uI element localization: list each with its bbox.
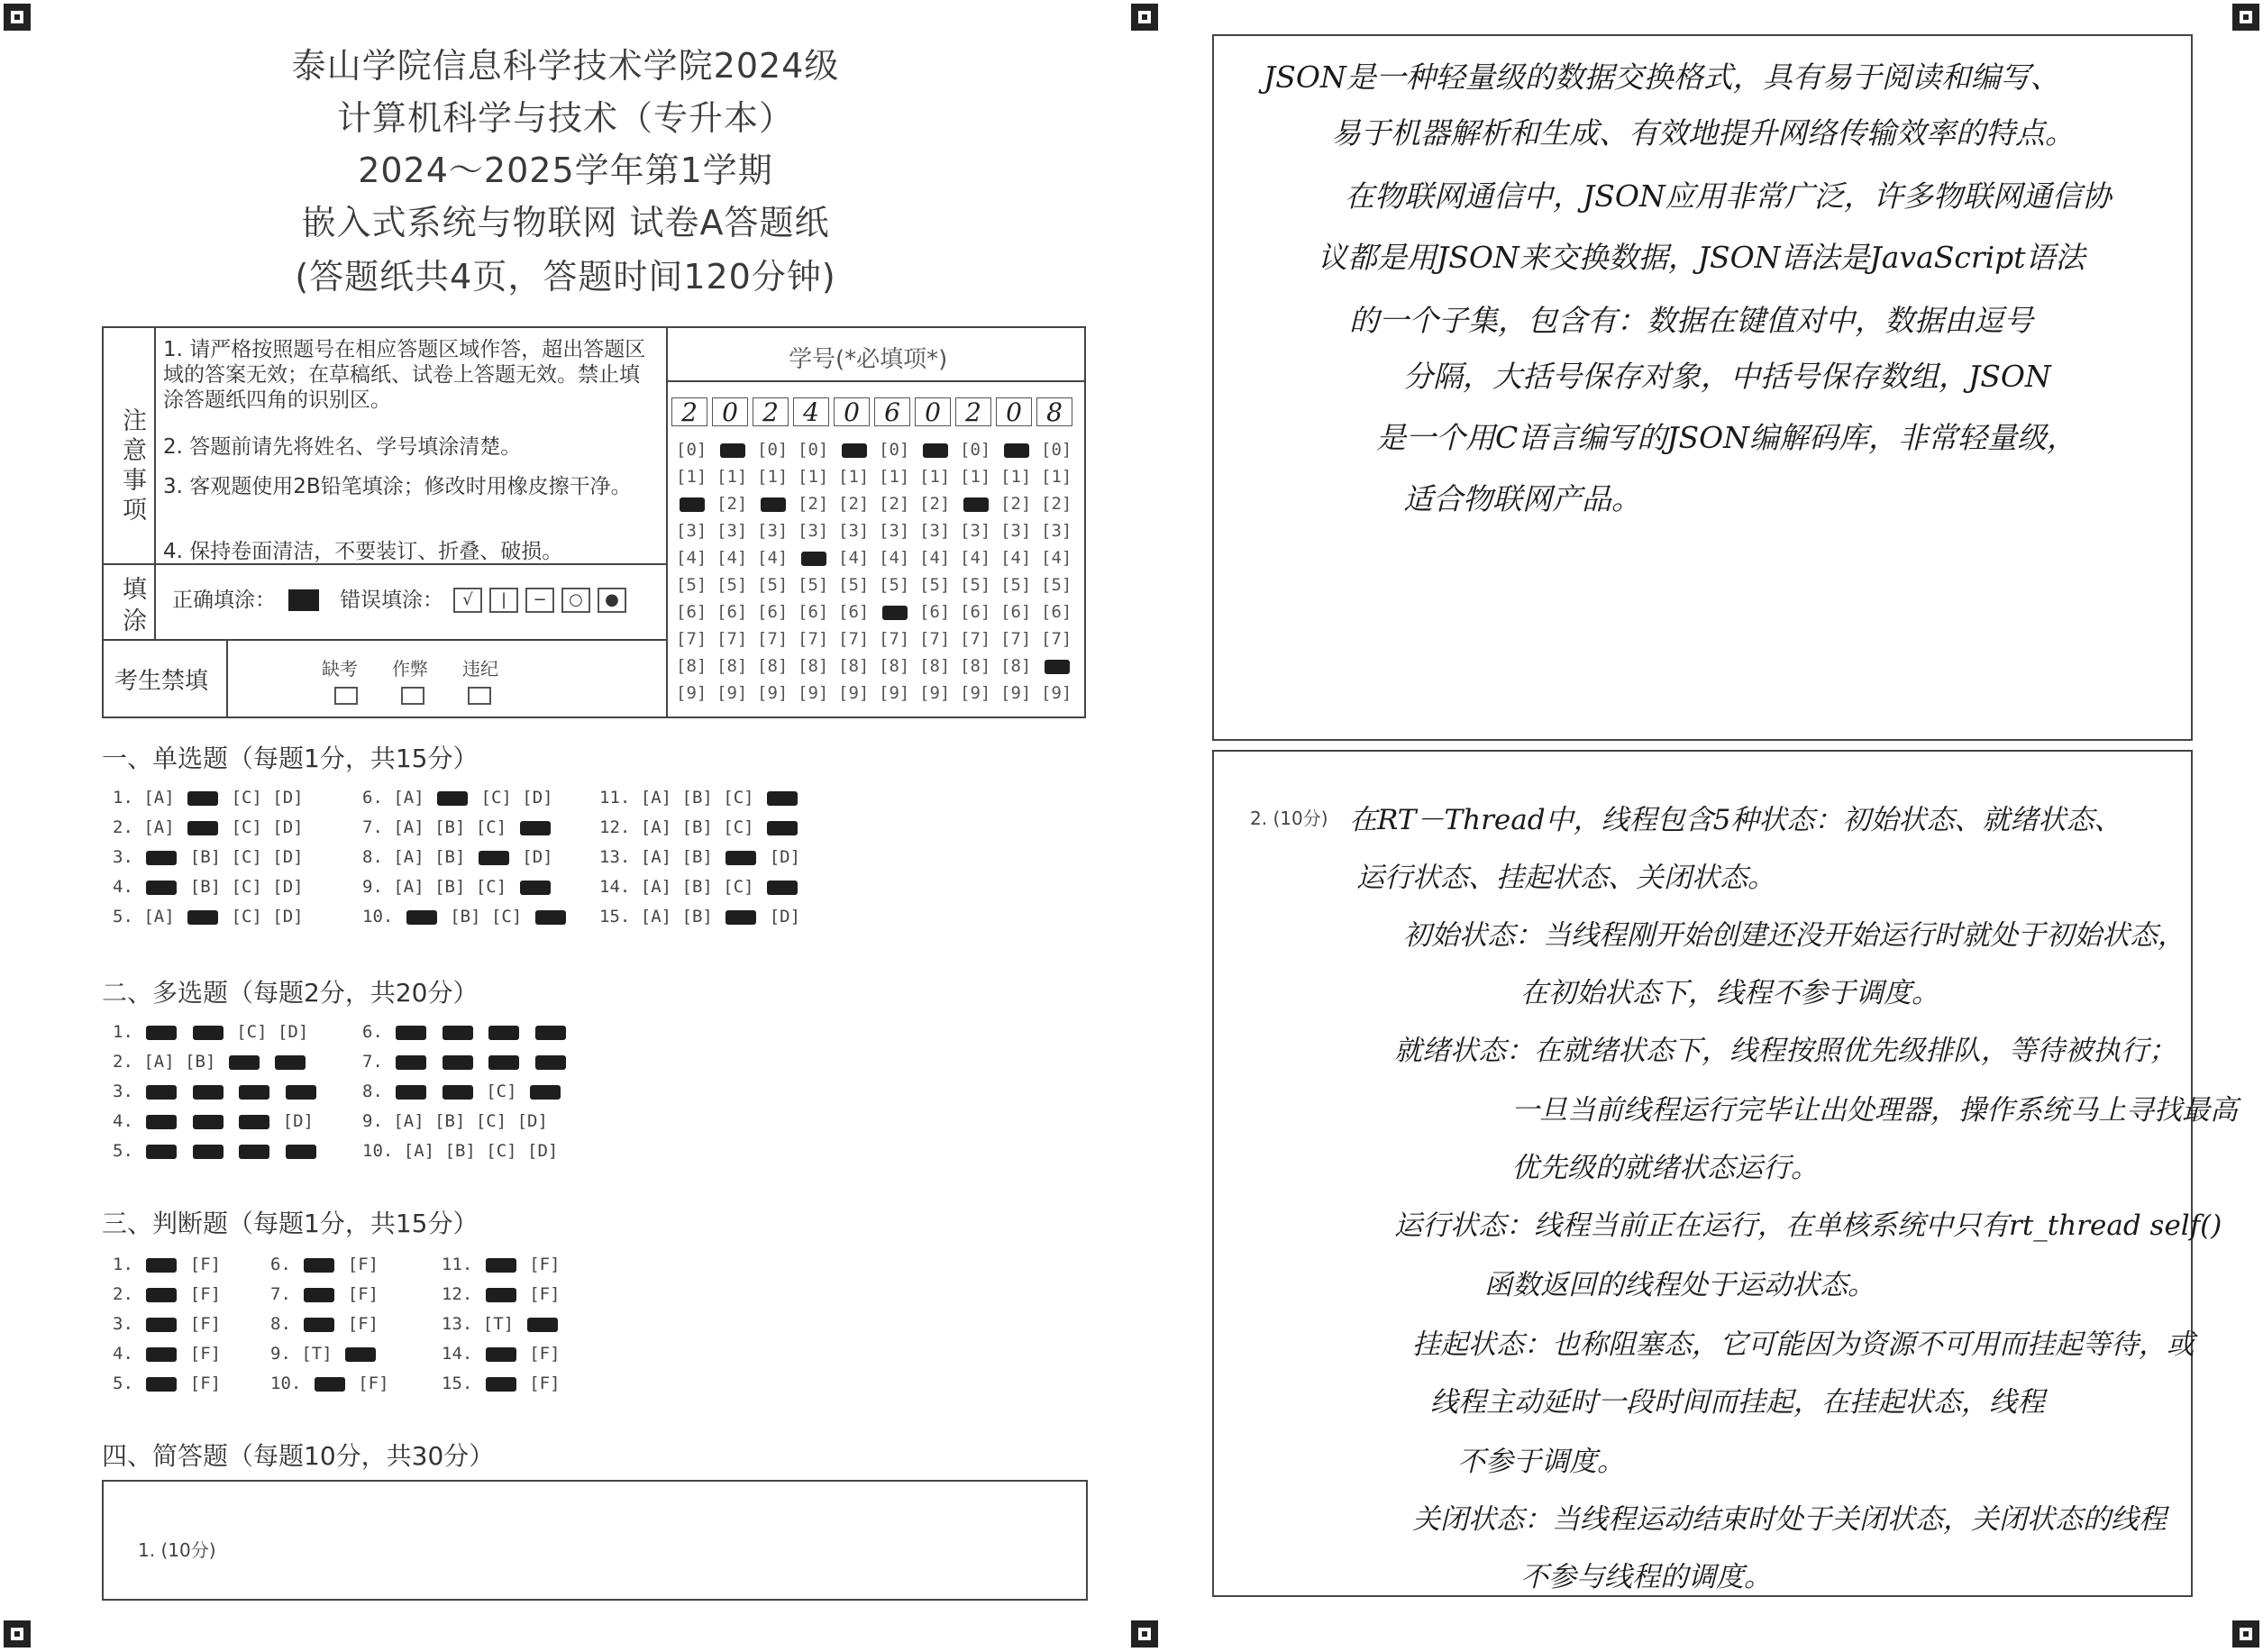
- question-2-label: 2. (10分): [1250, 808, 1328, 829]
- id-bubble[interactable]: [0]: [757, 440, 789, 460]
- filled-bubble[interactable]: [286, 1085, 316, 1100]
- id-bubble[interactable]: [3]: [757, 521, 789, 541]
- id-bubble[interactable]: [4]: [919, 548, 951, 568]
- notice-item-3: 3. 客观题使用2B铅笔填涂；修改时用橡皮擦干净。: [163, 475, 632, 498]
- id-bubble[interactable]: [6]: [1000, 602, 1032, 622]
- id-bubble[interactable]: [4]: [838, 548, 870, 568]
- student-id-label: 学号(*必填项*): [789, 346, 948, 373]
- filled-bubble[interactable]: [304, 1258, 334, 1273]
- violation-label: 违纪: [462, 658, 498, 680]
- filled-bubble[interactable]: [187, 821, 218, 835]
- wrong-fill-sample: −: [525, 588, 554, 613]
- question-row[interactable]: 6. [A] [C] [D]: [362, 788, 553, 808]
- handwritten-line: 就绪状态：在就绪状态下，线程按照优先级排队，等待被执行；: [1394, 1035, 2176, 1067]
- handwritten-line: 议都是用JSON来交换数据，JSON语法是JavaScript语法: [1318, 240, 2085, 275]
- id-bubble[interactable]: [8]: [798, 656, 829, 676]
- id-bubble[interactable]: [1]: [1000, 467, 1032, 487]
- id-bubble[interactable]: [3]: [1041, 521, 1072, 541]
- question-row[interactable]: 15. [F]: [442, 1374, 561, 1393]
- id-bubble[interactable]: [5]: [919, 575, 951, 595]
- id-bubble[interactable]: [3]: [1000, 521, 1032, 541]
- filled-bubble[interactable]: [527, 1318, 558, 1332]
- question-row[interactable]: 15. [A] [B] [D]: [599, 907, 801, 926]
- filled-bubble[interactable]: [193, 1026, 224, 1040]
- filled-bubble[interactable]: [535, 1026, 566, 1040]
- filled-bubble[interactable]: [239, 1115, 269, 1129]
- id-bubble[interactable]: [9]: [676, 683, 707, 703]
- absent-label: 缺考: [322, 658, 358, 680]
- id-digit: 8: [1036, 397, 1072, 426]
- question-row[interactable]: 13. [A] [B] [D]: [599, 847, 801, 867]
- id-bubble[interactable]: [6]: [676, 602, 707, 622]
- wrong-fill-sample: √: [453, 588, 482, 613]
- filled-bubble[interactable]: [146, 851, 177, 865]
- id-bubble[interactable]: [4]: [879, 548, 910, 568]
- handwritten-line: 不参于调度。: [1457, 1446, 1625, 1478]
- filled-bubble[interactable]: [286, 1145, 316, 1159]
- filled-id-bubble[interactable]: [720, 443, 745, 458]
- id-bubble[interactable]: [2]: [716, 494, 748, 514]
- handwritten-line: JSON是一种轻量级的数据交换格式，具有易于阅读和编写、: [1264, 59, 2060, 95]
- question-row[interactable]: 9. [T]: [270, 1344, 379, 1364]
- id-bubble[interactable]: [3]: [676, 521, 707, 541]
- question-row[interactable]: 1. [C] [D]: [113, 1022, 309, 1042]
- answer-sheet-back-page: [1131, 0, 2263, 1652]
- notice-label: 注意事项: [118, 407, 146, 526]
- id-bubble[interactable]: [6]: [798, 602, 829, 622]
- forbid-label: 考生禁填: [114, 668, 209, 695]
- id-bubble[interactable]: [1]: [838, 467, 870, 487]
- id-bubble[interactable]: [7]: [798, 629, 829, 649]
- wrong-fill-sample: ○: [561, 588, 590, 613]
- notice-item-4: 4. 保持卷面清洁，不要装订、折叠、破损。: [163, 540, 563, 563]
- id-bubble[interactable]: [4]: [1041, 548, 1072, 568]
- id-bubble[interactable]: [0]: [1041, 440, 1072, 460]
- handwritten-line: 关闭状态：当线程运动结束时处于关闭状态，关闭状态的线程: [1412, 1503, 2167, 1536]
- filled-bubble[interactable]: [275, 1055, 306, 1070]
- filled-bubble[interactable]: [486, 1347, 516, 1362]
- handwritten-line: 运行状态、挂起状态、关闭状态。: [1356, 862, 1775, 894]
- id-bubble[interactable]: [8]: [757, 656, 789, 676]
- corner-registration-mark: [2232, 4, 2259, 31]
- id-digit: 0: [712, 397, 748, 426]
- id-bubble[interactable]: [1]: [798, 467, 829, 487]
- filled-bubble[interactable]: [146, 1347, 177, 1362]
- id-bubble[interactable]: [1]: [716, 467, 748, 487]
- filled-bubble[interactable]: [187, 791, 218, 806]
- id-bubble[interactable]: [2]: [798, 494, 829, 514]
- id-bubble[interactable]: [9]: [1041, 683, 1072, 703]
- handwritten-line: 适合物联网产品。: [1403, 481, 1641, 516]
- multi-choice-title: 二、多选题（每题2分，共20分）: [102, 978, 479, 1008]
- corner-registration-mark: [1131, 4, 1158, 31]
- id-bubble[interactable]: [9]: [838, 683, 870, 703]
- filled-bubble[interactable]: [315, 1377, 345, 1392]
- id-bubble[interactable]: [1]: [960, 467, 991, 487]
- filled-bubble[interactable]: [146, 1318, 177, 1332]
- question-row[interactable]: 13. [T]: [442, 1314, 561, 1334]
- id-bubble[interactable]: [3]: [919, 521, 951, 541]
- id-bubble[interactable]: [4]: [676, 548, 707, 568]
- wrong-fill-sample: |: [489, 588, 518, 613]
- id-digit: 4: [793, 397, 829, 426]
- id-bubble[interactable]: [9]: [716, 683, 748, 703]
- filled-id-bubble[interactable]: [1045, 660, 1070, 674]
- id-bubble[interactable]: [3]: [879, 521, 910, 541]
- question-row[interactable]: 11. [A] [B] [C]: [599, 788, 800, 808]
- question-row[interactable]: 7. [A] [B] [C]: [362, 817, 553, 837]
- handwritten-line: 不参与线程的调度。: [1520, 1561, 1772, 1593]
- exam-title: 嵌入式系统与物联网 试卷A答题纸: [301, 203, 830, 242]
- filled-id-bubble[interactable]: [1004, 443, 1029, 458]
- id-digit: 2: [671, 397, 707, 426]
- id-bubble[interactable]: [1]: [919, 467, 951, 487]
- filled-id-bubble[interactable]: [761, 497, 786, 512]
- question-row[interactable]: 2. [F]: [113, 1284, 222, 1304]
- filled-bubble[interactable]: [725, 851, 756, 865]
- filled-bubble[interactable]: [535, 1055, 566, 1070]
- id-bubble[interactable]: [0]: [676, 440, 707, 460]
- filled-id-bubble[interactable]: [882, 606, 908, 620]
- question-row[interactable]: 5. [F]: [113, 1374, 222, 1393]
- id-bubble[interactable]: [8]: [919, 656, 951, 676]
- question-row[interactable]: 12. [F]: [442, 1284, 561, 1304]
- notice-item-2: 2. 答题前请先将姓名、学号填涂清楚。: [163, 435, 522, 459]
- filled-bubble[interactable]: [767, 821, 798, 835]
- question-row[interactable]: 7. [F]: [270, 1284, 379, 1304]
- filled-bubble[interactable]: [146, 1145, 177, 1159]
- id-bubble[interactable]: [6]: [757, 602, 789, 622]
- filled-id-bubble[interactable]: [801, 552, 826, 566]
- filled-bubble[interactable]: [146, 1258, 177, 1273]
- id-bubble[interactable]: [2]: [1041, 494, 1072, 514]
- question-row[interactable]: 8. [A] [B] [D]: [362, 847, 553, 867]
- id-bubble[interactable]: [9]: [919, 683, 951, 703]
- id-bubble[interactable]: [2]: [919, 494, 951, 514]
- question-row[interactable]: 10. [F]: [270, 1374, 389, 1393]
- id-bubble[interactable]: [1]: [676, 467, 707, 487]
- id-bubble[interactable]: [7]: [919, 629, 951, 649]
- id-bubble[interactable]: [8]: [1000, 656, 1032, 676]
- filled-id-bubble[interactable]: [842, 443, 867, 458]
- filled-bubble[interactable]: [146, 1026, 177, 1040]
- handwritten-line: 的一个子集，包含有：数据在键值对中，数据由逗号: [1349, 303, 2033, 338]
- question-row[interactable]: 6. [F]: [270, 1255, 379, 1274]
- id-bubble[interactable]: [4]: [1000, 548, 1032, 568]
- id-bubble[interactable]: [2]: [838, 494, 870, 514]
- id-bubble[interactable]: [5]: [798, 575, 829, 595]
- id-bubble[interactable]: [4]: [716, 548, 748, 568]
- filled-bubble[interactable]: [488, 1055, 519, 1070]
- question-row[interactable]: 5. [A] [C] [D]: [113, 907, 304, 926]
- violation-checkbox[interactable]: [468, 687, 491, 705]
- id-bubble[interactable]: [0]: [960, 440, 991, 460]
- semester-title: 2024～2025学年第1学期: [358, 151, 773, 190]
- handwritten-line: 在物联网通信中，JSON应用非常广泛，许多物联网通信协: [1345, 178, 2112, 214]
- filled-bubble[interactable]: [345, 1347, 376, 1362]
- question-row[interactable]: 10. [A] [B] [C] [D]: [362, 1141, 559, 1161]
- filled-bubble[interactable]: [146, 1085, 177, 1100]
- filled-bubble[interactable]: [486, 1258, 516, 1273]
- wrong-fill-sample: ●: [598, 588, 626, 613]
- id-digit: 2: [955, 397, 991, 426]
- id-bubble[interactable]: [8]: [716, 656, 748, 676]
- question-row[interactable]: 3. [F]: [113, 1314, 222, 1334]
- question-row[interactable]: 3. [B] [C] [D]: [113, 847, 304, 867]
- handwritten-line: 函数返回的线程处于运动状态。: [1484, 1269, 1875, 1301]
- id-bubble[interactable]: [0]: [798, 440, 829, 460]
- handwritten-line: 线程主动延时一段时间而挂起，在挂起状态，线程: [1430, 1386, 2045, 1419]
- question-row[interactable]: 4. [D]: [113, 1111, 314, 1131]
- corner-registration-mark: [1131, 1620, 1158, 1647]
- filled-bubble[interactable]: [193, 1085, 224, 1100]
- filled-bubble[interactable]: [479, 851, 509, 865]
- question-row[interactable]: 8. [F]: [270, 1314, 379, 1334]
- filled-bubble[interactable]: [304, 1288, 334, 1302]
- filled-bubble[interactable]: [535, 910, 566, 925]
- id-bubble[interactable]: [9]: [798, 683, 829, 703]
- question-row[interactable]: 12. [A] [B] [C]: [599, 817, 800, 837]
- filled-bubble[interactable]: [396, 1055, 426, 1070]
- id-bubble[interactable]: [7]: [716, 629, 748, 649]
- handwritten-line: 在RT－Thread中，线程包含5种状态：初始状态、就绪状态、: [1349, 804, 2122, 836]
- notice-item-1: 1. 请严格按照题号在相应答题区域作答，超出答题区域的答案无效；在草稿纸、试卷上答题无效。禁止填涂答题纸四角的识别区。: [163, 338, 646, 412]
- filled-bubble[interactable]: [146, 881, 177, 895]
- correct-fill-sample: [288, 589, 319, 611]
- question-row[interactable]: 6.: [362, 1022, 569, 1042]
- handwritten-line: 挂起状态：也称阻塞态，它可能因为资源不可用而挂起等待，或: [1412, 1328, 2195, 1361]
- filled-bubble[interactable]: [725, 910, 756, 925]
- question-row[interactable]: 2. [A] [C] [D]: [113, 817, 304, 837]
- question-row[interactable]: 9. [A] [B] [C] [D]: [362, 1111, 548, 1131]
- question-row[interactable]: 14. [A] [B] [C]: [599, 877, 800, 897]
- correct-fill-label: 正确填涂：: [172, 589, 276, 612]
- id-bubble[interactable]: [3]: [798, 521, 829, 541]
- id-bubble[interactable]: [4]: [757, 548, 789, 568]
- cheat-checkbox[interactable]: [401, 687, 424, 705]
- id-bubble[interactable]: [7]: [1000, 629, 1032, 649]
- answer-box-q1-start[interactable]: [102, 1480, 1088, 1601]
- id-bubble[interactable]: [1]: [879, 467, 910, 487]
- short-answer-title: 四、简答题（每题10分，共30分）: [102, 1441, 495, 1471]
- answer-box-q1[interactable]: [1212, 34, 2193, 741]
- id-bubble[interactable]: [0]: [879, 440, 910, 460]
- id-bubble[interactable]: [9]: [879, 683, 910, 703]
- id-bubble[interactable]: [9]: [960, 683, 991, 703]
- id-bubble[interactable]: [2]: [879, 494, 910, 514]
- filled-bubble[interactable]: [520, 881, 551, 895]
- question-row[interactable]: 8. [C]: [362, 1082, 563, 1101]
- school-title: 泰山学院信息科学技术学院2024级: [291, 46, 840, 86]
- id-bubble[interactable]: [8]: [879, 656, 910, 676]
- id-bubble[interactable]: [3]: [716, 521, 748, 541]
- id-bubble[interactable]: [6]: [838, 602, 870, 622]
- question-row[interactable]: 1. [F]: [113, 1255, 222, 1274]
- id-digit: 2: [753, 397, 789, 426]
- id-bubble[interactable]: [5]: [960, 575, 991, 595]
- filled-bubble[interactable]: [239, 1145, 269, 1159]
- id-bubble[interactable]: [5]: [1041, 575, 1072, 595]
- filled-bubble[interactable]: [146, 1288, 177, 1302]
- question-row[interactable]: 4. [B] [C] [D]: [113, 877, 304, 897]
- true-false-title: 三、判断题（每题1分，共15分）: [102, 1209, 479, 1238]
- question-row[interactable]: 5.: [113, 1141, 319, 1161]
- filled-bubble[interactable]: [193, 1115, 224, 1129]
- answer-sheet-front-page: [0, 0, 1131, 1652]
- question-row[interactable]: 1. [A] [C] [D]: [113, 788, 304, 808]
- question-row[interactable]: 11. [F]: [442, 1255, 561, 1274]
- filled-bubble[interactable]: [396, 1085, 426, 1100]
- id-bubble[interactable]: [5]: [838, 575, 870, 595]
- single-choice-title: 一、单选题（每题1分，共15分）: [102, 744, 479, 773]
- id-bubble[interactable]: [8]: [676, 656, 707, 676]
- filled-id-bubble[interactable]: [680, 497, 705, 512]
- id-bubble[interactable]: [3]: [960, 521, 991, 541]
- id-bubble[interactable]: [7]: [676, 629, 707, 649]
- filled-bubble[interactable]: [767, 791, 798, 806]
- id-digit: 0: [996, 397, 1032, 426]
- filled-bubble[interactable]: [486, 1377, 516, 1392]
- question-row[interactable]: 7.: [362, 1052, 569, 1072]
- filled-bubble[interactable]: [486, 1288, 516, 1302]
- id-bubble[interactable]: [5]: [879, 575, 910, 595]
- id-bubble[interactable]: [5]: [716, 575, 748, 595]
- filled-bubble[interactable]: [229, 1055, 260, 1070]
- filled-bubble[interactable]: [530, 1085, 561, 1100]
- id-bubble[interactable]: [5]: [1000, 575, 1032, 595]
- handwritten-line: 运行状态：线程当前正在运行，在单核系统中只有rt_thread self(): [1394, 1209, 2222, 1242]
- corner-registration-mark: [4, 4, 31, 31]
- id-bubble[interactable]: [2]: [1000, 494, 1032, 514]
- filled-bubble[interactable]: [437, 791, 468, 806]
- corner-registration-mark: [2232, 1620, 2259, 1647]
- answer-box-q2[interactable]: [1212, 750, 2238, 1597]
- wrong-fill-label: 错误填涂：: [340, 589, 443, 612]
- id-bubble[interactable]: [7]: [960, 629, 991, 649]
- filled-bubble[interactable]: [146, 1115, 177, 1129]
- id-bubble[interactable]: [9]: [1000, 683, 1032, 703]
- question-row[interactable]: 9. [A] [B] [C]: [362, 877, 553, 897]
- handwritten-line: 在初始状态下，线程不参于调度。: [1520, 977, 1939, 1009]
- filled-bubble[interactable]: [767, 881, 798, 895]
- handwritten-line: 一旦当前线程运行完毕让出处理器，操作系统马上寻找最高: [1511, 1094, 2238, 1127]
- question-row[interactable]: 10. [B] [C]: [362, 907, 569, 926]
- id-bubble[interactable]: [1]: [757, 467, 789, 487]
- filled-bubble[interactable]: [187, 910, 218, 925]
- filled-bubble[interactable]: [193, 1145, 224, 1159]
- id-bubble[interactable]: [6]: [716, 602, 748, 622]
- exam-info: (答题纸共4页，答题时间120分钟): [295, 257, 836, 297]
- filled-bubble[interactable]: [443, 1085, 473, 1100]
- id-bubble[interactable]: [9]: [757, 683, 789, 703]
- id-digit: 6: [874, 397, 910, 426]
- question-row[interactable]: 3.: [113, 1082, 319, 1101]
- filled-bubble[interactable]: [396, 1026, 426, 1040]
- handwritten-line: 初始状态：当线程刚开始创建还没开始运行时就处于初始状态，: [1403, 919, 2185, 952]
- filled-bubble[interactable]: [488, 1026, 519, 1040]
- id-bubble[interactable]: [7]: [1041, 629, 1072, 649]
- handwritten-line: 是一个用C语言编写的JSON编解码库，非常轻量级，: [1376, 420, 2077, 455]
- question-1-label: 1. (10分): [138, 1539, 216, 1561]
- filled-id-bubble[interactable]: [923, 443, 948, 458]
- absent-checkbox[interactable]: [334, 687, 358, 705]
- filled-bubble[interactable]: [239, 1085, 269, 1100]
- filled-bubble[interactable]: [406, 910, 437, 925]
- id-bubble[interactable]: [6]: [1041, 602, 1072, 622]
- question-row[interactable]: 4. [F]: [113, 1344, 222, 1364]
- filled-id-bubble[interactable]: [963, 497, 989, 512]
- filled-bubble[interactable]: [304, 1318, 334, 1332]
- id-bubble[interactable]: [1]: [1041, 467, 1072, 487]
- id-bubble[interactable]: [5]: [757, 575, 789, 595]
- handwritten-line: 分隔，大括号保存对象，中括号保存数组，JSON: [1403, 359, 2051, 394]
- filled-bubble[interactable]: [443, 1055, 473, 1070]
- id-digit: 0: [834, 397, 870, 426]
- id-bubble[interactable]: [7]: [879, 629, 910, 649]
- id-bubble[interactable]: [6]: [960, 602, 991, 622]
- question-row[interactable]: 2. [A] [B]: [113, 1052, 308, 1072]
- filled-bubble[interactable]: [520, 821, 551, 835]
- filled-bubble[interactable]: [443, 1026, 473, 1040]
- id-bubble[interactable]: [8]: [960, 656, 991, 676]
- id-bubble[interactable]: [6]: [919, 602, 951, 622]
- cheat-label: 作弊: [392, 658, 428, 680]
- handwritten-line: 优先级的就绪状态运行。: [1511, 1152, 1819, 1184]
- handwritten-line: 易于机器解析和生成、有效地提升网络传输效率的特点。: [1331, 115, 2075, 151]
- id-bubble[interactable]: [5]: [676, 575, 707, 595]
- id-bubble[interactable]: [3]: [838, 521, 870, 541]
- id-digit: 0: [915, 397, 951, 426]
- id-bubble[interactable]: [8]: [838, 656, 870, 676]
- fill-label: 填涂: [118, 576, 146, 639]
- filled-bubble[interactable]: [146, 1377, 177, 1392]
- id-bubble[interactable]: [7]: [757, 629, 789, 649]
- id-bubble[interactable]: [7]: [838, 629, 870, 649]
- question-row[interactable]: 14. [F]: [442, 1344, 561, 1364]
- id-bubble[interactable]: [4]: [960, 548, 991, 568]
- corner-registration-mark: [4, 1620, 31, 1647]
- major-title: 计算机科学与技术（专升本）: [336, 98, 794, 138]
